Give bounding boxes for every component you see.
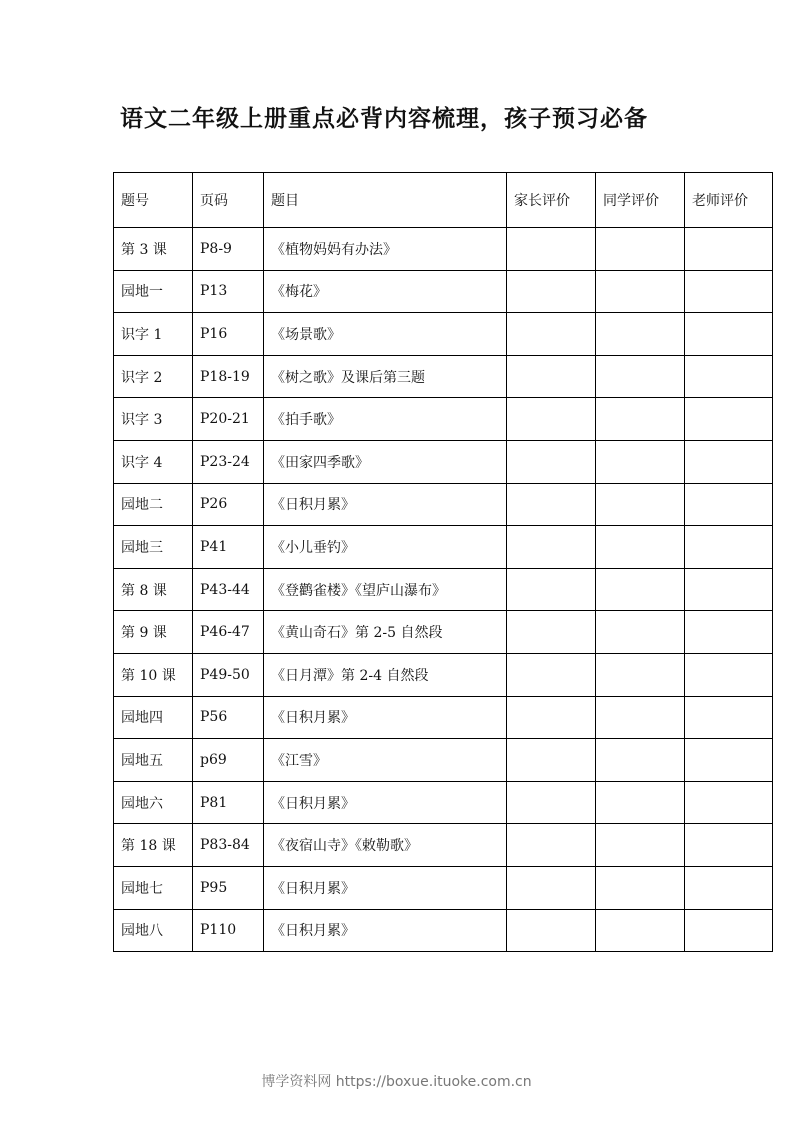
memorization-checklist-table: [113, 172, 773, 952]
cell-parent-review[interactable]: [507, 398, 596, 441]
cell-parent-review[interactable]: [507, 355, 596, 398]
cell-teacher-review[interactable]: [685, 440, 773, 483]
cell-teacher-review[interactable]: [685, 398, 773, 441]
cell-peer-review[interactable]: [596, 739, 685, 782]
cell-peer-review[interactable]: [596, 568, 685, 611]
cell-page: P13: [193, 270, 264, 313]
header-page: 页码: [193, 173, 264, 228]
cell-title: 《梅花》: [264, 270, 507, 313]
cell-number: 识字 2: [114, 355, 193, 398]
cell-page: P46-47: [193, 611, 264, 654]
cell-parent-review[interactable]: [507, 270, 596, 313]
cell-peer-review[interactable]: [596, 824, 685, 867]
cell-title: 《树之歌》及课后第三题: [264, 355, 507, 398]
cell-parent-review[interactable]: [507, 696, 596, 739]
cell-peer-review[interactable]: [596, 653, 685, 696]
cell-parent-review[interactable]: [507, 866, 596, 909]
table-row: [114, 909, 773, 952]
cell-parent-review[interactable]: [507, 611, 596, 654]
cell-title: 《日积月累》: [264, 866, 507, 909]
table-row: [114, 313, 773, 356]
cell-title: 《江雪》: [264, 739, 507, 782]
cell-title: 《登鹳雀楼》《望庐山瀑布》: [264, 568, 507, 611]
cell-teacher-review[interactable]: [685, 568, 773, 611]
cell-parent-review[interactable]: [507, 228, 596, 271]
cell-number: 园地一: [114, 270, 193, 313]
cell-peer-review[interactable]: [596, 355, 685, 398]
cell-peer-review[interactable]: [596, 228, 685, 271]
cell-title: 《日积月累》: [264, 696, 507, 739]
cell-page: P43-44: [193, 568, 264, 611]
cell-teacher-review[interactable]: [685, 611, 773, 654]
table-row: [114, 398, 773, 441]
cell-page: P95: [193, 866, 264, 909]
cell-number: 识字 3: [114, 398, 193, 441]
cell-number: 园地六: [114, 781, 193, 824]
cell-peer-review[interactable]: [596, 270, 685, 313]
cell-title: 《田家四季歌》: [264, 440, 507, 483]
cell-page: P16: [193, 313, 264, 356]
cell-number: 园地七: [114, 866, 193, 909]
cell-parent-review[interactable]: [507, 653, 596, 696]
cell-parent-review[interactable]: [507, 824, 596, 867]
table-row: [114, 568, 773, 611]
table-row: [114, 781, 773, 824]
cell-teacher-review[interactable]: [685, 653, 773, 696]
cell-parent-review[interactable]: [507, 483, 596, 526]
table-row: [114, 739, 773, 782]
cell-peer-review[interactable]: [596, 781, 685, 824]
cell-teacher-review[interactable]: [685, 483, 773, 526]
cell-number: 第 10 课: [114, 653, 193, 696]
cell-number: 识字 1: [114, 313, 193, 356]
table-row: [114, 483, 773, 526]
cell-page: P41: [193, 526, 264, 569]
cell-title: 《黄山奇石》第 2-5 自然段: [264, 611, 507, 654]
cell-page: P23-24: [193, 440, 264, 483]
cell-number: 第 18 课: [114, 824, 193, 867]
cell-page: P81: [193, 781, 264, 824]
cell-parent-review[interactable]: [507, 781, 596, 824]
cell-parent-review[interactable]: [507, 526, 596, 569]
cell-teacher-review[interactable]: [685, 781, 773, 824]
header-parent-review: 家长评价: [507, 173, 596, 228]
table-header-row: [114, 173, 773, 228]
cell-title: 《夜宿山寺》《敕勒歌》: [264, 824, 507, 867]
cell-parent-review[interactable]: [507, 313, 596, 356]
cell-parent-review[interactable]: [507, 909, 596, 952]
page-title: 语文二年级上册重点必背内容梳理，孩子预习必备: [120, 105, 648, 132]
cell-title: 《植物妈妈有办法》: [264, 228, 507, 271]
cell-page: P26: [193, 483, 264, 526]
cell-title: 《日积月累》: [264, 909, 507, 952]
cell-title: 《日积月累》: [264, 483, 507, 526]
cell-page: P20-21: [193, 398, 264, 441]
cell-number: 识字 4: [114, 440, 193, 483]
table-row: [114, 653, 773, 696]
table-row: [114, 696, 773, 739]
table-body: [114, 228, 773, 952]
cell-peer-review[interactable]: [596, 440, 685, 483]
cell-page: P8-9: [193, 228, 264, 271]
cell-teacher-review[interactable]: [685, 824, 773, 867]
header-title: 题目: [264, 173, 507, 228]
cell-title: 《场景歌》: [264, 313, 507, 356]
cell-teacher-review[interactable]: [685, 696, 773, 739]
cell-number: 第 3 课: [114, 228, 193, 271]
cell-page: P56: [193, 696, 264, 739]
cell-number: 第 9 课: [114, 611, 193, 654]
table-row: [114, 355, 773, 398]
cell-page: P110: [193, 909, 264, 952]
cell-title: 《拍手歌》: [264, 398, 507, 441]
cell-page: P18-19: [193, 355, 264, 398]
cell-teacher-review[interactable]: [685, 866, 773, 909]
cell-teacher-review[interactable]: [685, 313, 773, 356]
cell-teacher-review[interactable]: [685, 270, 773, 313]
cell-peer-review[interactable]: [596, 398, 685, 441]
cell-peer-review[interactable]: [596, 483, 685, 526]
cell-page: P83-84: [193, 824, 264, 867]
table-row: [114, 440, 773, 483]
table-row: [114, 228, 773, 271]
table-row: [114, 824, 773, 867]
cell-number: 园地二: [114, 483, 193, 526]
cell-peer-review[interactable]: [596, 909, 685, 952]
table-row: [114, 270, 773, 313]
cell-number: 园地八: [114, 909, 193, 952]
cell-parent-review[interactable]: [507, 440, 596, 483]
cell-title: 《小儿垂钓》: [264, 526, 507, 569]
cell-teacher-review[interactable]: [685, 526, 773, 569]
cell-page: p69: [193, 739, 264, 782]
cell-peer-review[interactable]: [596, 866, 685, 909]
cell-number: 园地五: [114, 739, 193, 782]
header-number: 题号: [114, 173, 193, 228]
table-row: [114, 526, 773, 569]
cell-teacher-review[interactable]: [685, 228, 773, 271]
cell-title: 《日积月累》: [264, 781, 507, 824]
cell-parent-review[interactable]: [507, 568, 596, 611]
cell-title: 《日月潭》第 2-4 自然段: [264, 653, 507, 696]
cell-teacher-review[interactable]: [685, 909, 773, 952]
cell-parent-review[interactable]: [507, 739, 596, 782]
cell-page: P49-50: [193, 653, 264, 696]
footer-watermark: 博学资料网 https://boxue.ituoke.com.cn: [261, 1074, 532, 1090]
table-row: [114, 866, 773, 909]
header-teacher-review: 老师评价: [685, 173, 773, 228]
cell-peer-review[interactable]: [596, 313, 685, 356]
cell-teacher-review[interactable]: [685, 739, 773, 782]
cell-number: 园地三: [114, 526, 193, 569]
cell-peer-review[interactable]: [596, 611, 685, 654]
cell-teacher-review[interactable]: [685, 355, 773, 398]
cell-number: 第 8 课: [114, 568, 193, 611]
cell-peer-review[interactable]: [596, 696, 685, 739]
table-row: [114, 611, 773, 654]
cell-peer-review[interactable]: [596, 526, 685, 569]
header-peer-review: 同学评价: [596, 173, 685, 228]
cell-number: 园地四: [114, 696, 193, 739]
